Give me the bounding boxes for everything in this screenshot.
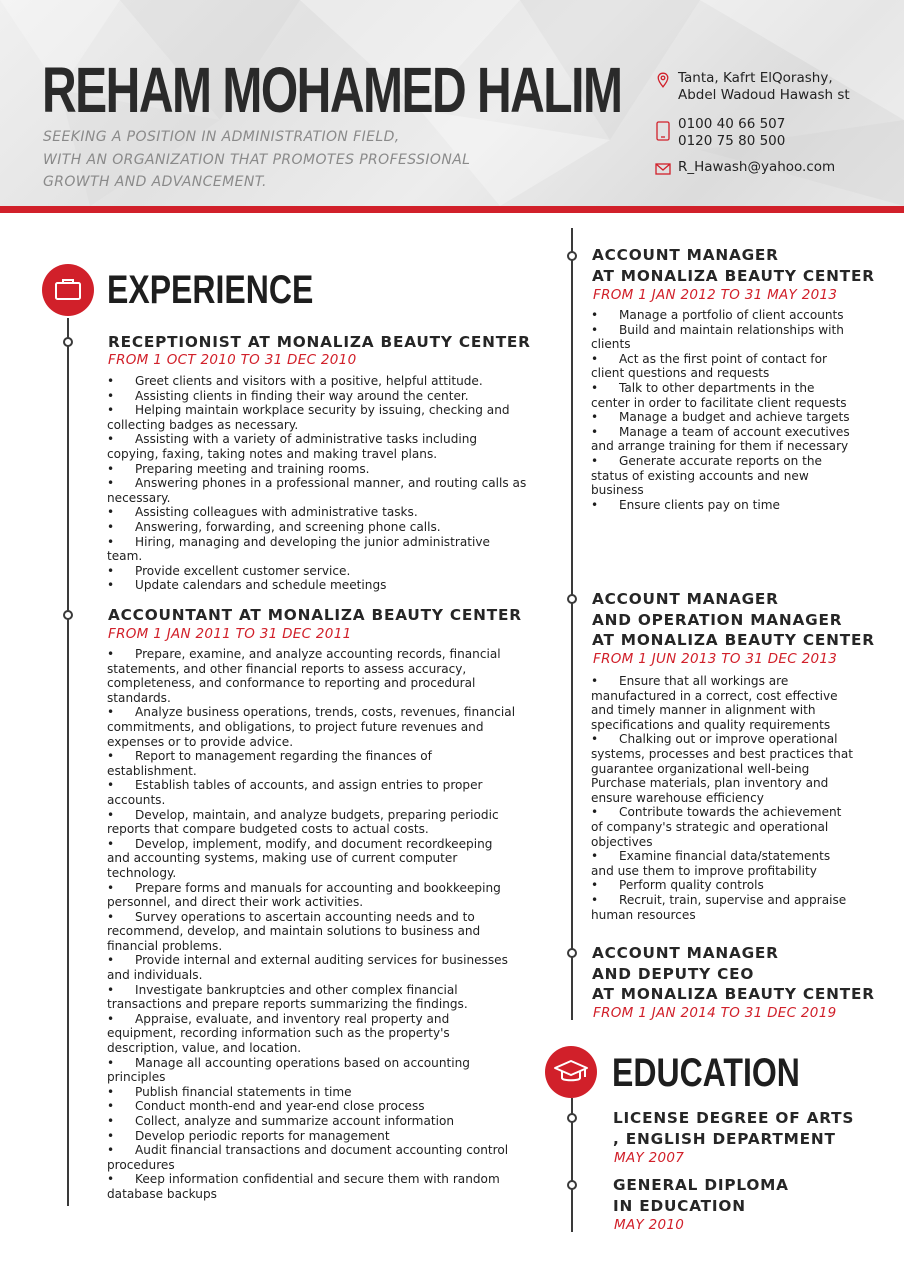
briefcase-icon [42,264,94,316]
list-item: • Investigate bankruptcies and other complex financial transactions and prepare reports summarizing the findings. [107,983,519,1012]
address-line: Abdel Wadoud Hawash st [678,87,850,103]
list-item: • Answering, forwarding, and screening phone calls. [107,520,527,535]
list-item: • Assisting with a variety of administrative tasks including copying, faxing, taking notes and making travel plans. [107,432,527,461]
list-item: • Keep information confidential and secure them with random database backups [107,1172,519,1201]
job-title-line: ACCOUNT MANAGER [592,944,779,962]
job-duties-list [591,674,853,922]
list-item: • Chalking out or improve operational systems, processes and best practices that guarantee organizational well-being Purchase materials, plan inventory and ensure warehouse efficiency [591,732,853,805]
list-item: • Ensure clients pay on time [591,498,857,513]
list-item: • Helping maintain workplace security by issuing, checking and collecting badges as necessary. [107,403,527,432]
list-item: • Develop, implement, modify, and document recordkeeping and accounting systems, making use of current computer technology. [107,837,519,881]
list-item: • Greet clients and visitors with a positive, helpful attitude. [107,374,527,389]
job-date: FROM 1 JAN 2011 TO 31 DEC 2011 [108,626,352,642]
candidate-name: REHAM MOHAMED HALIM [42,54,622,126]
job-duties-list [107,374,527,593]
list-item: • Preparing meeting and training rooms. [107,462,527,477]
phone-number[interactable]: 0100 40 66 507 [678,116,786,132]
job-title-line: AND DEPUTY CEO [592,964,755,983]
list-item: • Collect, analyze and summarize account information [107,1114,519,1129]
list-item: • Manage a budget and achieve targets [591,410,857,425]
timeline-dot [567,1180,577,1190]
list-item: • Update calendars and schedule meetings [107,578,527,593]
list-item: • Appraise, evaluate, and inventory real property and equipment, recording information such as the property's description, value, and location. [107,1012,519,1056]
header-accent-bar [0,206,904,213]
job-title [108,332,531,353]
job-title [592,245,875,286]
education-title-line: , ENGLISH DEPARTMENT [613,1129,836,1148]
phone-icon [655,121,671,141]
address-line: Tanta, Kafrt ElQorashy, [678,70,833,86]
education-title-line: IN EDUCATION [613,1196,746,1215]
list-item: • Conduct month-end and year-end close process [107,1099,519,1114]
objective-line: WITH AN ORGANIZATION THAT PROMOTES PROFESSIONAL [43,151,471,168]
list-item: • Establish tables of accounts, and assign entries to proper accounts. [107,778,519,807]
list-item: • Provide internal and external auditing services for businesses and individuals. [107,953,519,982]
phone-number[interactable]: 0120 75 80 500 [678,133,786,149]
list-item: • Analyze business operations, trends, costs, revenues, financial commitments, and obligations, to project future revenues and expenses or to provide advice. [107,705,519,749]
timeline-dot [567,251,577,261]
right-timeline-upper [571,228,573,1020]
list-item: • Develop periodic reports for management [107,1129,519,1144]
education-title [613,1175,789,1216]
list-item: • Perform quality controls [591,878,853,893]
mail-icon [655,161,671,177]
education-date: MAY 2010 [614,1217,685,1233]
list-item: • Generate accurate reports on the status of existing accounts and new business [591,454,857,498]
left-timeline [67,318,69,1206]
list-item: • Prepare, examine, and analyze accounting records, financial statements, and other financial reports to assess accuracy, completeness, and conformance to reporting and procedural standards. [107,647,519,705]
experience-heading: EXPERIENCE [107,268,314,312]
list-item: • Manage a team of account executives and arrange training for them if necessary [591,425,857,454]
graduation-cap-icon [545,1046,597,1098]
education-title-line: LICENSE DEGREE OF ARTS [613,1109,855,1127]
objective-line: GROWTH AND ADVANCEMENT. [43,174,267,190]
job-title [592,943,875,1005]
list-item: • Develop, maintain, and analyze budgets, preparing periodic reports that compare budgeted costs to actual costs. [107,808,519,837]
job-title-line: AT MONALIZA BEAUTY CENTER [592,985,875,1003]
list-item: • Answering phones in a professional manner, and routing calls as necessary. [107,476,527,505]
list-item: • Publish financial statements in time [107,1085,519,1100]
list-item: • Talk to other departments in the center in order to facilitate client requests [591,381,857,410]
list-item: • Report to management regarding the finances of establishment. [107,749,519,778]
job-title-line: AND OPERATION MANAGER [592,610,843,629]
education-heading: EDUCATION [612,1051,800,1095]
education-title-line: GENERAL DIPLOMA [613,1176,789,1194]
job-title-line: RECEPTIONIST AT MONALIZA BEAUTY CENTER [108,333,531,351]
objective-line: SEEKING A POSITION IN ADMINISTRATION FIELD, [43,129,400,145]
job-title-line: ACCOUNT MANAGER [592,246,779,264]
list-item: • Manage all accounting operations based on accounting principles [107,1056,519,1085]
timeline-dot [63,337,73,347]
list-item: • Prepare forms and manuals for accounting and bookkeeping personnel, and direct their work activities. [107,881,519,910]
list-item: • Assisting colleagues with administrative tasks. [107,505,527,520]
email-address[interactable]: R_Hawash@yahoo.com [678,159,836,175]
list-item: • Provide excellent customer service. [107,564,527,579]
education-section-icon [545,1046,597,1098]
job-title [108,605,522,626]
education-date: MAY 2007 [614,1150,685,1166]
job-date: FROM 1 JAN 2012 TO 31 MAY 2013 [593,287,838,303]
career-objective [43,126,563,194]
list-item: • Act as the first point of contact for client questions and requests [591,352,857,381]
job-date: FROM 1 JAN 2014 TO 31 DEC 2019 [593,1005,837,1021]
job-title-line: AT MONALIZA BEAUTY CENTER [592,631,875,649]
list-item: • Survey operations to ascertain accounting needs and to recommend, develop, and maintain solutions to business and financial problems. [107,910,519,954]
job-title-line: ACCOUNTANT AT MONALIZA BEAUTY CENTER [108,606,522,624]
timeline-dot [567,948,577,958]
job-date: FROM 1 JUN 2013 TO 31 DEC 2013 [593,651,838,667]
list-item: • Manage a portfolio of client accounts [591,308,857,323]
list-item: • Ensure that all workings are manufactured in a correct, cost effective and timely manner in alignment with specifications and quality requirements [591,674,853,732]
job-date: FROM 1 OCT 2010 TO 31 DEC 2010 [108,352,357,368]
job-duties-list [591,308,857,512]
list-item: • Contribute towards the achievement of company's strategic and operational objectives [591,805,853,849]
list-item: • Hiring, managing and developing the junior administrative team. [107,535,527,564]
job-title-line: ACCOUNT MANAGER [592,590,779,608]
location-pin-icon [655,72,671,88]
timeline-dot [567,594,577,604]
list-item: • Build and maintain relationships with clients [591,323,857,352]
list-item: • Audit financial transactions and document accounting control procedures [107,1143,519,1172]
list-item: • Examine financial data/statements and use them to improve profitability [591,849,853,878]
job-title-line: AT MONALIZA BEAUTY CENTER [592,266,875,285]
list-item: • Assisting clients in finding their way around the center. [107,389,527,404]
timeline-dot [567,1113,577,1123]
job-title [592,589,875,651]
timeline-dot [63,610,73,620]
list-item: • Recruit, train, supervise and appraise human resources [591,893,853,922]
education-title [613,1108,854,1149]
experience-section-icon [42,264,94,316]
job-duties-list [107,647,519,1202]
